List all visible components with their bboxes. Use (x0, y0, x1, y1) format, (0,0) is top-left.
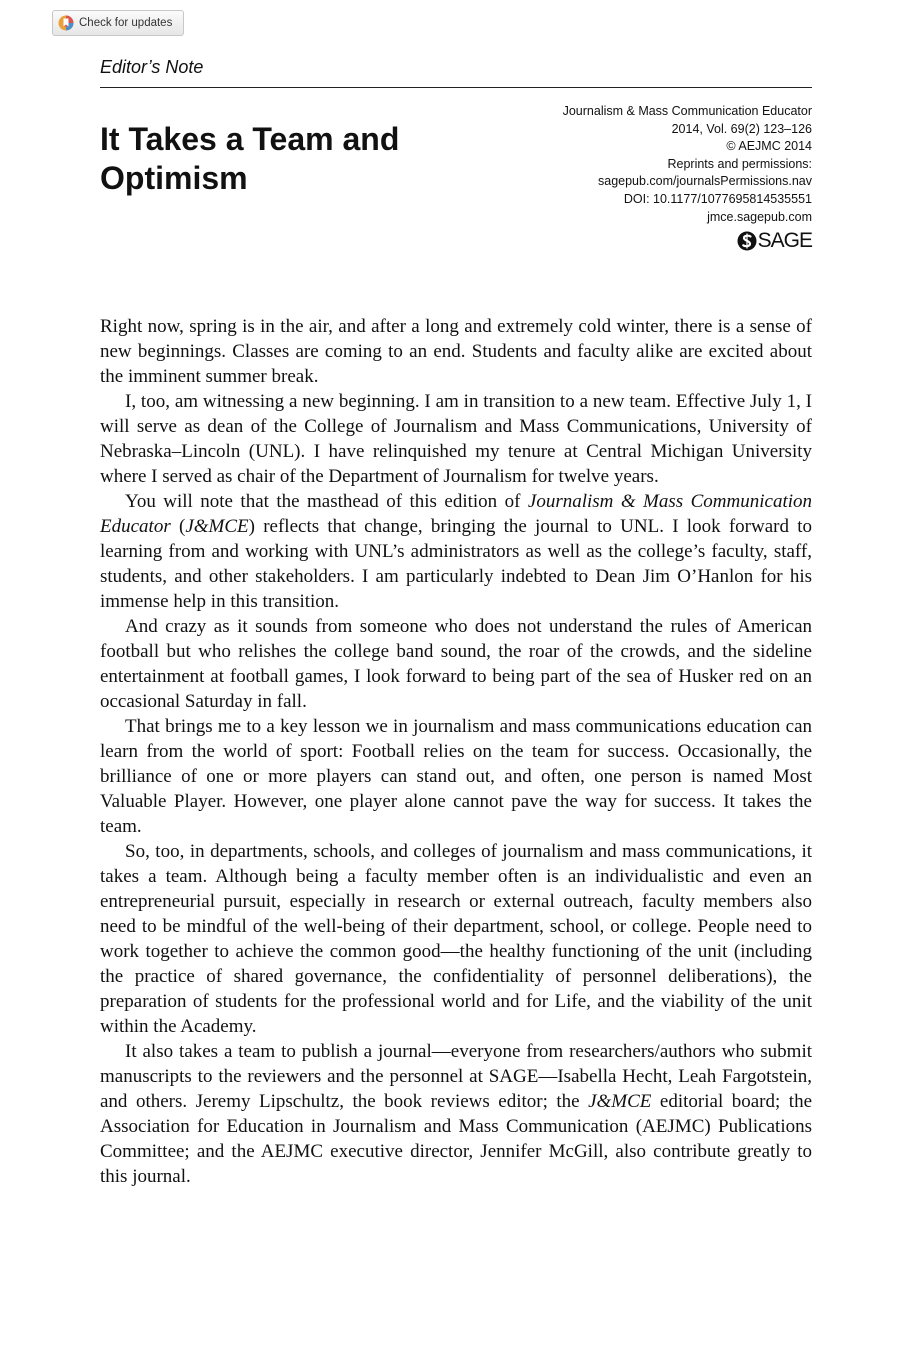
text-run: You will note that the masthead of this edition of (125, 491, 528, 512)
paragraph: And crazy as it sounds from someone who does not understand the rules of American football but who relishes the college band sound, the roar of the crowds, and the sideline entertainment at football games, I look forward to being part of the sea of Husker red on an occasional Saturday in fall. (100, 616, 812, 712)
publisher-logo (737, 230, 812, 252)
volume-info: 2014, Vol. 69(2) 123–126 (671, 121, 812, 136)
sage-logo-icon (737, 230, 757, 252)
text-run: It also takes a team to publish a journal—everyone from researchers/authors who submit manuscripts to the reviewers and the personnel at SAGE—Isabella Hecht, Leah Fargotstein, and others. Jeremy Lipschultz, the book reviews editor; the (100, 1041, 812, 1112)
article-metadata (563, 103, 812, 226)
copyright: © AEJMC 2014 (726, 139, 812, 154)
section-label: Editor’s Note (100, 57, 204, 77)
header-rule (100, 87, 812, 88)
article-body (100, 314, 812, 1189)
permissions-link[interactable]: sagepub.com/journalsPermissions.nav (598, 174, 812, 189)
doi[interactable]: DOI: 10.1177/1077695814535551 (623, 191, 812, 206)
check-for-updates-label: Check for updates (79, 17, 173, 29)
paragraph (100, 1039, 812, 1189)
paragraph: So, too, in departments, schools, and colleges of journalism and mass communications, it takes a team. Although being a faculty member often is an individualistic and even an entrepreneurial pursuit, especially in research or external outreach, faculty members also need to be mindful of the well-being of their department, school, or college. People need to work together to achieve the common good—the healthy functioning of the unit (including the practice of shared governance, the confidentiality of personnel deliberations), the preparation of students for the professional world and for Life, and the viability of the unit within the Academy. (100, 841, 812, 1037)
journal-site-link[interactable]: jmce.sagepub.com (707, 209, 812, 224)
publisher-name: SAGE (757, 229, 812, 252)
check-for-updates-button[interactable] (52, 10, 184, 36)
paragraph: Right now, spring is in the air, and after a long and extremely cold winter, there is a sense of new beginnings. Classes are coming to an end. Students and faculty alike are excited about the imminent summer break. (100, 316, 812, 387)
journal-name: Journalism & Mass Communication Educator (562, 104, 812, 118)
paragraph: I, too, am witnessing a new beginning. I am in transition to a new team. Effective July 1, I will serve as dean of the College of Journalism and Mass Communications, University of Nebraska–Lincoln (UNL). I have relinquished my tenure at Central Michigan University where I served as chair of the Department of Journalism for twelve years. (100, 391, 812, 487)
article-title: It Takes a Team and Optimism (100, 121, 400, 196)
paragraph (100, 489, 812, 614)
text-run: ( (170, 516, 186, 537)
paragraph: That brings me to a key lesson we in journalism and mass communications education can learn from the world of sport: Football relies on the team for success. Occasionally, the brilliance of one or more players can stand out, and often, one person is named Most Valuable Player. However, one player alone cannot pave the way for success. It takes the team. (100, 716, 812, 837)
text-run: editorial board; the Association for Education in Journalism and Mass Communication (AEJMC) Publications Committee; and the AEJMC executive director, Jennifer McGill, also contribute greatly to this journal. (100, 1091, 812, 1187)
crossmark-icon (58, 15, 74, 31)
text-run: ) reflects that change, bringing the journal to UNL. I look forward to learning from and working with UNL’s administrators as well as the college’s faculty, staff, students, and other stakeholders. I am particularly indebted to Dean Jim O’Hanlon for his immense help in this transition. (100, 516, 812, 612)
journal-abbreviation: J&MCE (185, 516, 249, 537)
reprints-label: Reprints and permissions: (667, 156, 812, 171)
journal-abbreviation: J&MCE (588, 1091, 652, 1112)
journal-name-italic: Journalism & Mass Communication Educator (100, 491, 813, 537)
